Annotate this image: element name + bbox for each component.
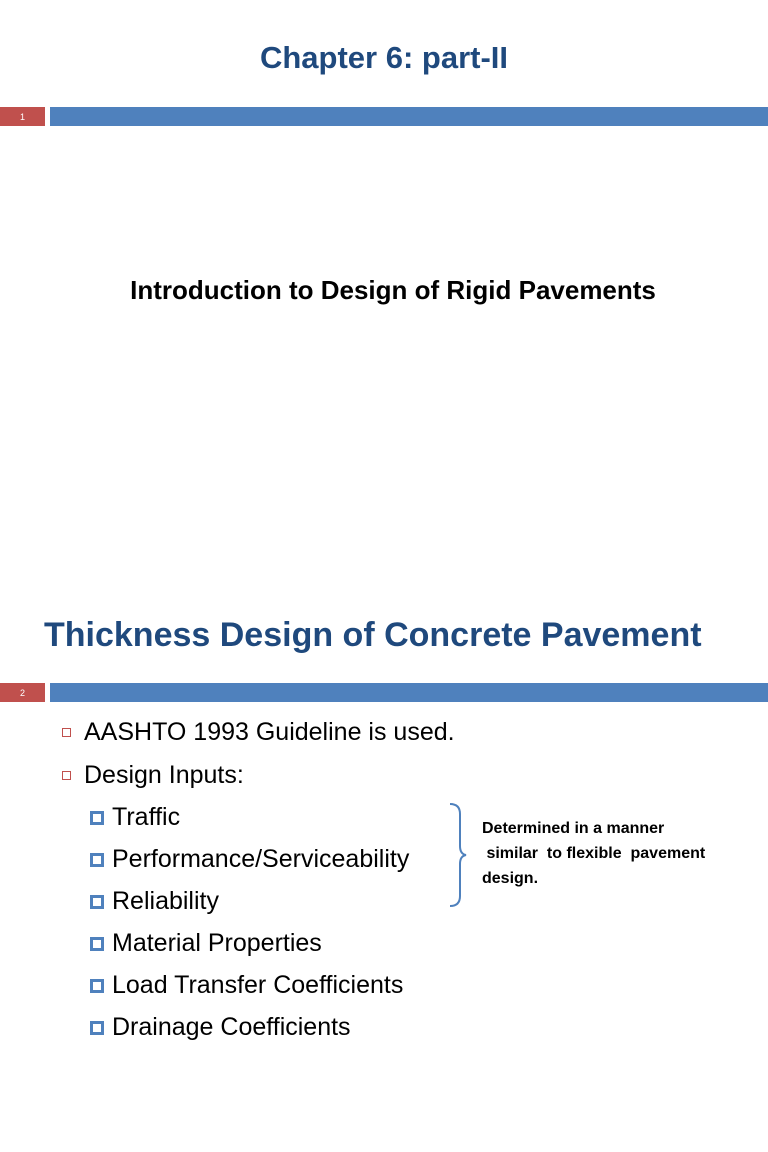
bullet-item [62,761,244,790]
sub-bullet-text: Load Transfer Coefficients [112,971,404,999]
bullet-text: Design Inputs: [84,761,244,789]
sub-bullet-item [90,887,219,916]
sub-bullet-item [90,929,322,958]
curly-brace-icon [448,802,470,908]
sub-bullet-text: Performance/Serviceability [112,845,410,873]
sub-bullet-item [90,971,403,1000]
note-line: Determined in a manner [482,820,665,837]
slide-1-number: 1 [0,107,45,126]
note-line: similar to flexible pavement [482,845,706,862]
sub-bullet-text: Drainage Coefficients [112,1013,351,1041]
square-bullet-icon [62,728,71,737]
note-text [482,816,762,891]
square-bullet-icon [90,853,104,867]
sub-bullet-text: Traffic [112,803,181,831]
slide-1-header-bar [50,107,768,126]
square-bullet-icon [90,895,104,909]
slide-2-header-bar [50,683,768,702]
square-bullet-icon [62,771,71,780]
slide-1-subtitle: Introduction to Design of Rigid Pavements [130,275,656,305]
slide-2-number: 2 [0,683,45,702]
sub-bullet-text: Reliability [112,887,219,915]
square-bullet-icon [90,937,104,951]
sub-bullet-text: Material Properties [112,929,322,957]
sub-bullet-item [90,803,180,832]
bullet-text: AASHTO 1993 Guideline is used. [84,718,455,746]
note-line: design. [482,870,539,887]
sub-bullet-item [90,1013,351,1042]
slide-2 [0,576,768,1152]
square-bullet-icon [90,979,104,993]
slide-1-title: Chapter 6: part-II [259,40,509,75]
sub-bullet-item [90,845,409,874]
slide-2-title: Thickness Design of Concrete Pavement [44,616,702,654]
bullet-item [62,718,455,747]
square-bullet-icon [90,811,104,825]
square-bullet-icon [90,1021,104,1035]
